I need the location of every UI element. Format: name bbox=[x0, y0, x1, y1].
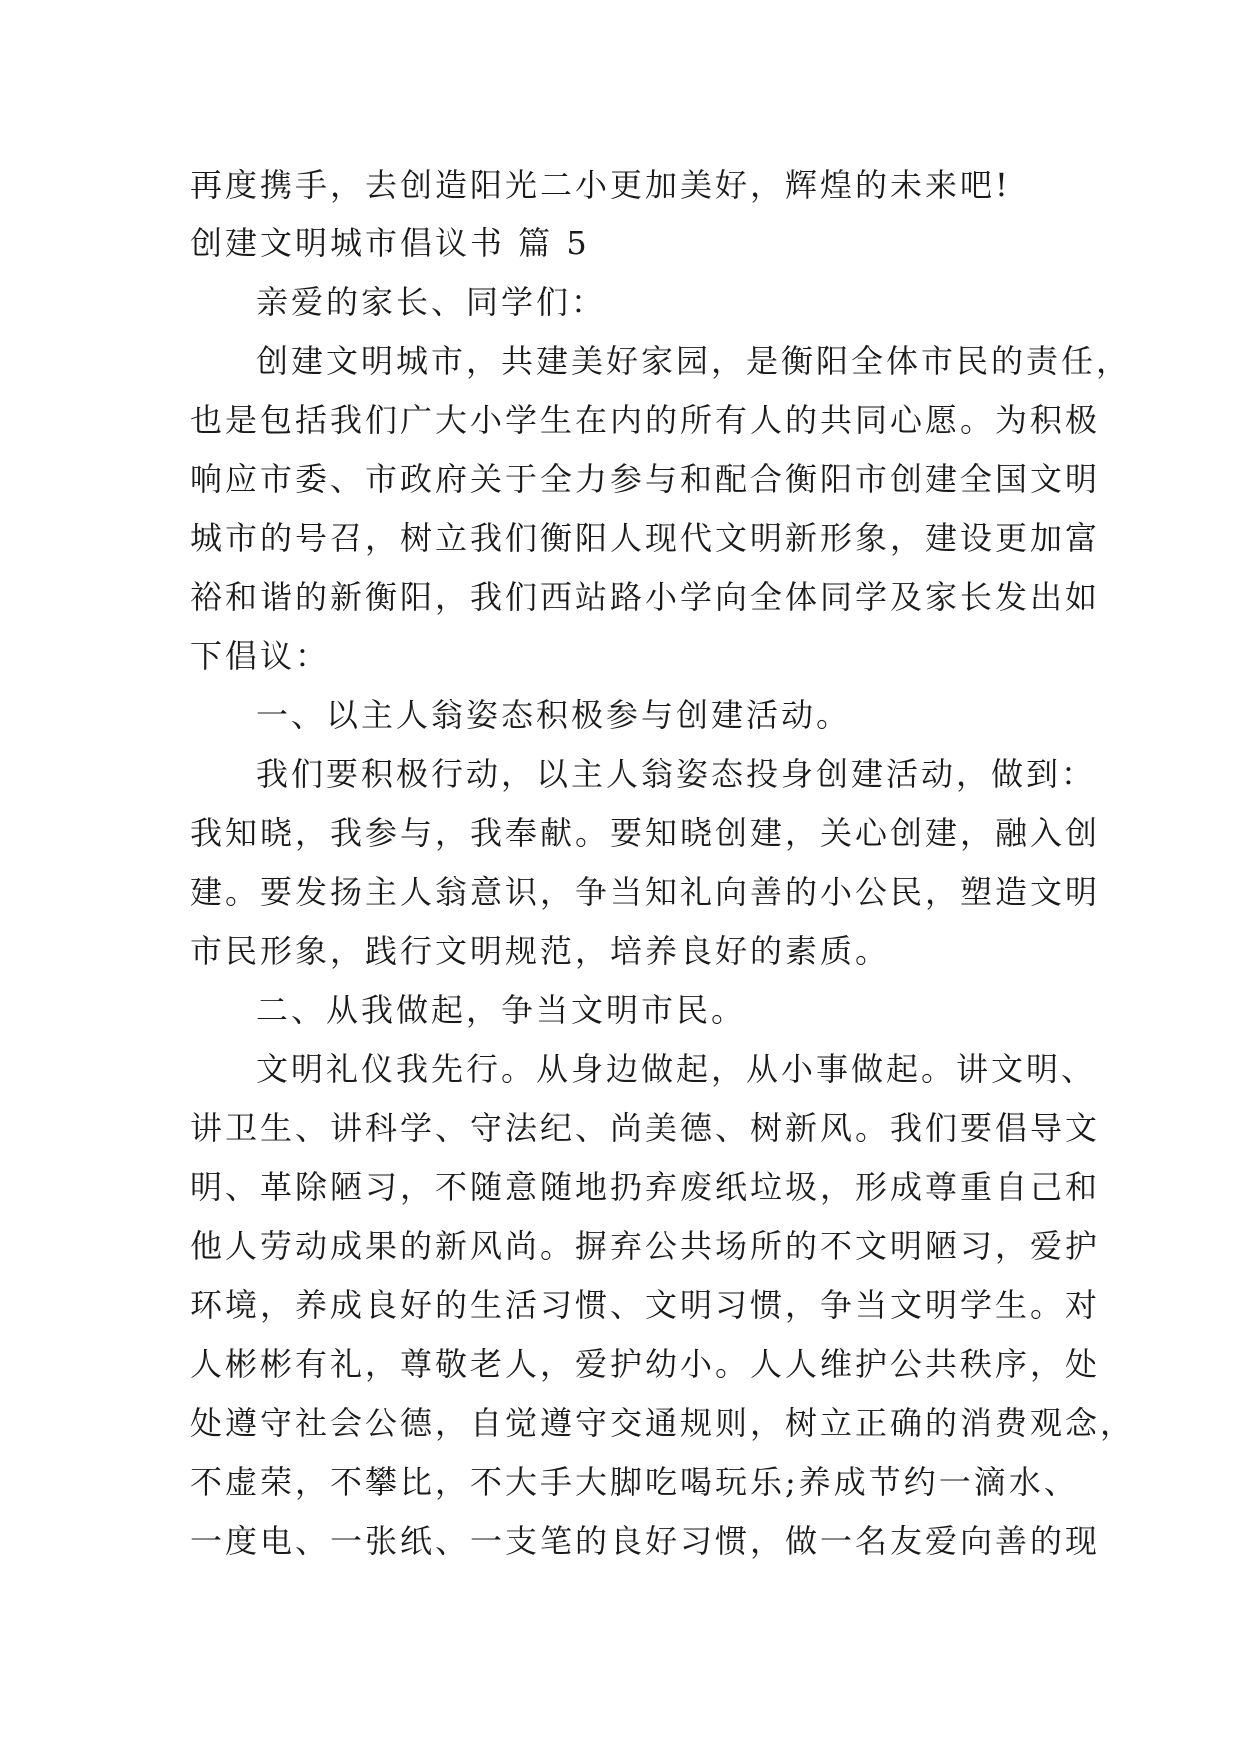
text-line: 响应市委、市政府关于全力参与和配合衡阳市创建全国文明 bbox=[190, 460, 1101, 498]
subheading: 一、以主人翁姿态积极参与创建活动。 bbox=[256, 696, 852, 734]
text-line: 创建文明城市，共建美好家园，是衡阳全体市民的责任， bbox=[256, 342, 1132, 380]
text-line: 文明礼仪我先行。从身边做起，从小事做起。讲文明、 bbox=[256, 1050, 1097, 1088]
text-line: 也是包括我们广大小学生在内的所有人的共同心愿。为积极 bbox=[190, 401, 1101, 439]
text-line: 建。要发扬主人翁意识，争当知礼向善的小公民，塑造文明 bbox=[190, 873, 1101, 911]
text-line: 一度电、一张纸、一支笔的良好习惯，做一名友爱向善的现 bbox=[190, 1522, 1101, 1560]
text-line: 处遵守社会公德，自觉遵守交通规则，树立正确的消费观念， bbox=[190, 1404, 1136, 1442]
salutation: 亲爱的家长、同学们： bbox=[256, 283, 607, 321]
text-line: 人彬彬有礼，尊敬老人，爱护幼小。人人维护公共秩序，处 bbox=[190, 1345, 1101, 1383]
text-line: 再度携手，去创造阳光二小更加美好，辉煌的未来吧! bbox=[190, 166, 1011, 204]
text-line: 城市的号召，树立我们衡阳人现代文明新形象，建设更加富 bbox=[190, 519, 1101, 557]
text-line: 我们要积极行动，以主人翁姿态投身创建活动，做到： bbox=[256, 755, 1097, 793]
text-line: 市民形象，践行文明规范，培养良好的素质。 bbox=[190, 932, 891, 970]
text-line: 不虚荣，不攀比，不大手大脚吃喝玩乐;养成节约一滴水、 bbox=[190, 1463, 1079, 1501]
subheading: 二、从我做起，争当文明市民。 bbox=[256, 991, 747, 1029]
text-line: 下倡议： bbox=[190, 637, 331, 675]
text-line: 讲卫生、讲科学、守法纪、尚美德、树新风。我们要倡导文 bbox=[190, 1109, 1101, 1147]
text-line: 明、革除陋习，不随意随地扔弃废纸垃圾，形成尊重自己和 bbox=[190, 1168, 1101, 1206]
text-line: 我知晓，我参与，我奉献。要知晓创建，关心创建，融入创 bbox=[190, 814, 1101, 852]
text-line: 环境，养成良好的生活习惯、文明习惯，争当文明学生。对 bbox=[190, 1286, 1101, 1324]
text-line: 他人劳动成果的新风尚。摒弃公共场所的不文明陋习，爱护 bbox=[190, 1227, 1101, 1265]
text-line: 裕和谐的新衡阳，我们西站路小学向全体同学及家长发出如 bbox=[190, 578, 1101, 616]
section-heading: 创建文明城市倡议书 篇 5 bbox=[190, 224, 590, 262]
